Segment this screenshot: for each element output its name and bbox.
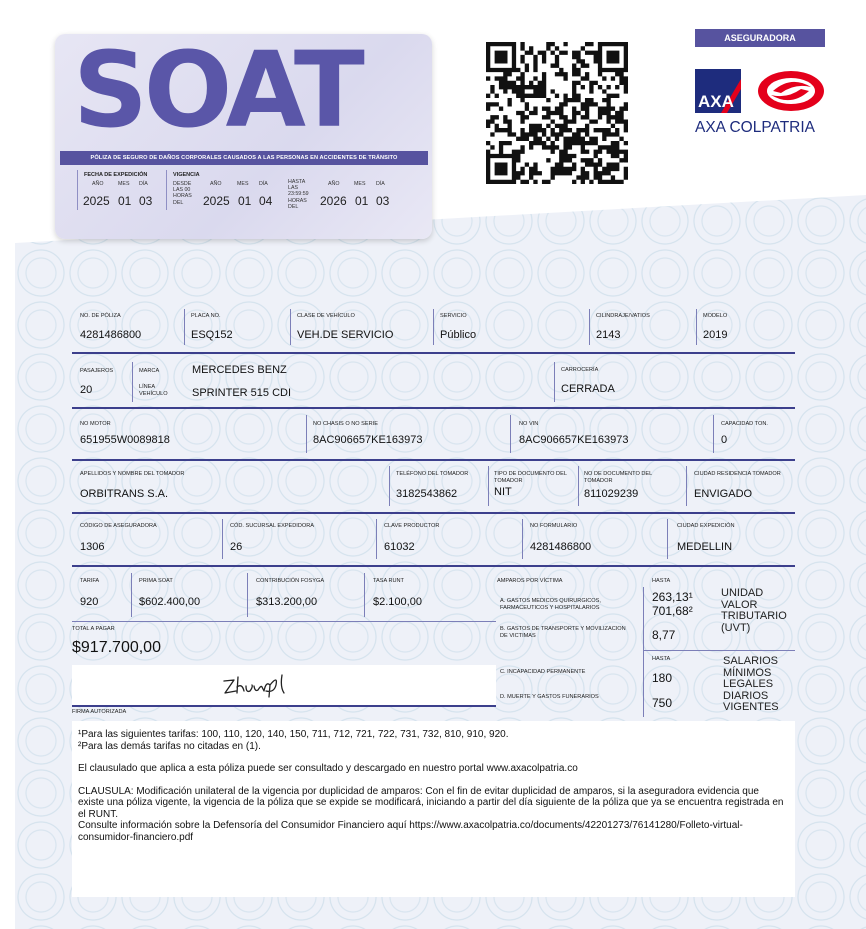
- note-tarifas-1: ¹Para las siguientes tarifas: 100, 110, 120, 140, 150, 711, 712, 721, 722, 731, 732, 810, 910, 920.: [78, 729, 509, 740]
- runt-label: TASA RUNT: [373, 578, 404, 584]
- clase-label: CLASE DE VEHÍCULO: [297, 313, 355, 319]
- ciudad-expedicion-label: CIUDAD EXPEDICIÓN: [677, 523, 735, 529]
- cilindraje-value: 2143: [596, 329, 621, 341]
- hasta-month: 01: [355, 194, 369, 208]
- tarifa-label: TARIFA: [80, 578, 100, 584]
- row-separator: [72, 565, 795, 567]
- vin-label: NO VIN: [519, 421, 539, 427]
- telefono-label: TELÉFONO DEL TOMADOR: [396, 471, 469, 477]
- hasta-label: HASTA: [652, 656, 671, 662]
- amparo-c-value: 180: [652, 671, 673, 685]
- tomador-value: ORBITRANS S.A.: [80, 488, 169, 500]
- desde-day: 04: [259, 194, 273, 208]
- desde-month: 01: [238, 194, 252, 208]
- divider: [306, 415, 307, 453]
- vigencia-label: VIGENCIA: [173, 172, 200, 178]
- formulario-value: 4281486800: [530, 541, 592, 553]
- codigo-aseguradora-value: 1306: [80, 541, 105, 553]
- expedicion-year: 2025: [83, 194, 110, 208]
- month-label: MES: [354, 181, 366, 187]
- num-doc-label: NO DE DOCUMENTO DEL TOMADOR: [584, 471, 653, 484]
- qr-code-icon: [486, 42, 628, 184]
- modelo-value: 2019: [703, 329, 728, 341]
- divider: [389, 466, 390, 506]
- runt-value: $2.100,00: [373, 596, 422, 608]
- divider: [510, 415, 511, 453]
- signature-box: [72, 665, 496, 707]
- poliza-value: 4281486800: [80, 329, 142, 341]
- hasta-day: 03: [376, 194, 390, 208]
- hasta-label: HASTA LAS 23:59:59 HORAS DEL: [288, 179, 309, 210]
- day-label: DÍA: [139, 181, 148, 187]
- amparo-a-label: A. GASTOS MEDICOS QUIRURGICOS, FARMACEUTICOS Y HOSPITALARIOS: [500, 598, 601, 611]
- divider: [222, 519, 223, 559]
- formulario-label: NO FORMULARIO: [530, 523, 578, 529]
- poliza-label: NO. DE PÓLIZA: [80, 313, 121, 319]
- pasajeros-label: PASAJEROS: [80, 368, 114, 374]
- vin-value: 8AC906657KE163973: [519, 434, 629, 446]
- row-separator: [72, 512, 795, 514]
- capacidad-label: CAPACIDAD TON.: [721, 421, 768, 427]
- expedicion-day: 03: [139, 194, 153, 208]
- num-doc-value: 811029239: [584, 488, 639, 500]
- divider: [667, 519, 668, 559]
- ciudad-expedicion-value: MEDELLIN: [677, 541, 733, 553]
- smldv-text: SALARIOS MÍNIMOS LEGALES DIARIOS VIGENTES: [723, 655, 779, 713]
- divider: [713, 415, 714, 453]
- svg-text:AXA: AXA: [698, 92, 734, 111]
- clave-productor-value: 61032: [384, 541, 415, 553]
- prima-value: $602.400,00: [139, 596, 201, 608]
- codigo-aseguradora-label: CÓDIGO DE ASEGURADORA: [80, 523, 157, 529]
- divider: [132, 362, 133, 402]
- total-label: TOTAL A PAGAR: [72, 626, 115, 632]
- divider: [376, 519, 377, 559]
- month-label: MES: [118, 181, 130, 187]
- note-tarifas-2: ²Para las demás tarifas no citadas en (1).: [78, 740, 261, 752]
- row-separator: [72, 352, 795, 354]
- amparo-a-value: 263,13¹ 701,68²: [652, 590, 693, 618]
- note-clausulado: El clausulado que aplica a esta póliza puede ser consultado y descargado en nuestro portal www.axacolpatria.co: [78, 763, 578, 774]
- axa-logo-icon: [695, 67, 830, 117]
- insurer-name: AXA COLPATRIA: [695, 119, 816, 136]
- prima-label: PRIMA SOAT: [139, 578, 173, 584]
- marca-value: MERCEDES BENZ: [192, 364, 287, 376]
- amparo-d-label: D. MUERTE Y GASTOS FUNERARIOS: [500, 694, 599, 700]
- fecha-expedicion-label: FECHA DE EXPEDICIÓN: [84, 172, 148, 178]
- telefono-value: 3182543862: [396, 488, 458, 500]
- divider: [290, 309, 291, 345]
- year-label: AÑO: [210, 181, 222, 187]
- hasta-year: 2026: [320, 194, 347, 208]
- motor-label: NO MOTOR: [80, 421, 111, 427]
- divider: [696, 309, 697, 345]
- day-label: DÍA: [259, 181, 268, 187]
- row-separator: [643, 650, 795, 651]
- hasta-label: HASTA: [652, 578, 671, 584]
- divider: [488, 466, 489, 506]
- amparos-label: AMPAROS POR VÍCTIMA: [497, 578, 563, 584]
- placa-label: PLACA NO.: [191, 313, 221, 319]
- chasis-label: NO CHASIS O NO SERIE: [313, 421, 378, 427]
- row-separator: [72, 459, 795, 461]
- divider: [589, 309, 590, 345]
- modelo-label: MODELO: [703, 313, 728, 319]
- amparo-d-value: 750: [652, 696, 673, 710]
- divider: [364, 573, 365, 617]
- tomador-label: APELLIDOS Y NOMBRE DEL TOMADOR: [80, 471, 185, 477]
- linea-label: LÍNEA VEHÍCULO: [139, 384, 168, 397]
- divider: [686, 466, 687, 506]
- year-label: AÑO: [328, 181, 340, 187]
- expedicion-month: 01: [118, 194, 132, 208]
- placa-value: ESQ152: [191, 329, 233, 341]
- aseguradora-badge: ASEGURADORA: [695, 29, 825, 47]
- policy-subtitle: PÓLIZA DE SEGURO DE DAÑOS CORPORALES CAUSADOS A LAS PERSONAS EN ACCIDENTES DE TRÁNSITO: [60, 151, 428, 165]
- divider: [247, 573, 248, 617]
- day-label: DÍA: [376, 181, 385, 187]
- divider: [433, 309, 434, 345]
- servicio-label: SERVICIO: [440, 313, 467, 319]
- sucursal-label: CÓD. SUCURSAL EXPEDIDORA: [230, 523, 315, 529]
- page-title: SOAT: [73, 29, 361, 151]
- divider: [522, 519, 523, 559]
- divider: [77, 170, 78, 210]
- uvt-text: UNIDAD VALOR TRIBUTARIO (UVT): [721, 587, 787, 634]
- ciudad-residencia-value: ENVIGADO: [694, 488, 753, 500]
- fosyga-label: CONTRIBUCIÓN FOSYGA: [256, 578, 325, 584]
- divider: [131, 573, 132, 617]
- firma-label: FIRMA AUTORIZADA: [72, 709, 127, 715]
- cilindraje-label: CILINDRAJE/VATIOS: [596, 313, 650, 319]
- amparo-b-label: B. GASTOS DE TRANSPORTE Y MOVILIZACION DE VICTIMAS: [500, 626, 626, 639]
- tipo-doc-label: TIPO DE DOCUMENTO DEL TOMADOR: [494, 471, 567, 484]
- divider: [166, 170, 167, 210]
- notes-box: [72, 721, 795, 897]
- desde-year: 2025: [203, 194, 230, 208]
- desde-label: DESDE LAS 00 HORAS DEL: [173, 181, 192, 206]
- carroceria-label: CARROCERÍA: [561, 367, 599, 373]
- month-label: MES: [237, 181, 249, 187]
- year-label: AÑO: [92, 181, 104, 187]
- clase-value: VEH.DE SERVICIO: [297, 329, 394, 341]
- divider: [643, 587, 644, 717]
- divider: [578, 466, 579, 506]
- linea-value: SPRINTER 515 CDI: [192, 387, 292, 399]
- sucursal-value: 26: [230, 541, 243, 553]
- row-separator: [72, 621, 496, 622]
- servicio-value: Público: [440, 329, 477, 341]
- note-clausula: CLAUSULA: Modificación unilateral de la vigencia por duplicidad de amparos: Con el fin de evitar duplicidad de amparos, si la aseguradora evidencia que existe una póliza vigente, la vigencia de la póliza que se expide se modificará, iniciando a partir del día siguiente de la póliza que ya se encuentra registrada en el RUNT.: [78, 785, 784, 820]
- marca-label: MARCA: [139, 368, 160, 374]
- tarifa-value: 920: [80, 596, 99, 608]
- divider: [184, 309, 185, 345]
- chasis-value: 8AC906657KE163973: [313, 434, 423, 446]
- pasajeros-value: 20: [80, 384, 93, 396]
- total-value: $917.700,00: [72, 639, 161, 656]
- amparo-b-value: 8,77: [652, 628, 676, 642]
- amparo-c-label: C. INCAPACIDAD PERMANENTE: [500, 669, 586, 675]
- note-defensoria: Consulte información sobre la Defensoría del Consumidor Financiero aquí https://www.axacolpatria.co/documents/42201273/76141280/Folleto-virtual-consumidor-financiero.pdf: [78, 820, 743, 843]
- motor-value: 651955W0089818: [80, 434, 170, 446]
- tipo-doc-value: NIT: [494, 486, 512, 498]
- fosyga-value: $313.200,00: [256, 596, 318, 608]
- ciudad-residencia-label: CIUDAD RESIDENCIA TOMADOR: [694, 471, 781, 477]
- row-separator: [72, 407, 795, 409]
- divider: [554, 362, 555, 402]
- clave-productor-label: CLAVE PRODUCTOR: [384, 523, 440, 529]
- carroceria-value: CERRADA: [561, 383, 615, 395]
- signature-icon: [220, 671, 294, 699]
- capacidad-value: 0: [721, 434, 728, 446]
